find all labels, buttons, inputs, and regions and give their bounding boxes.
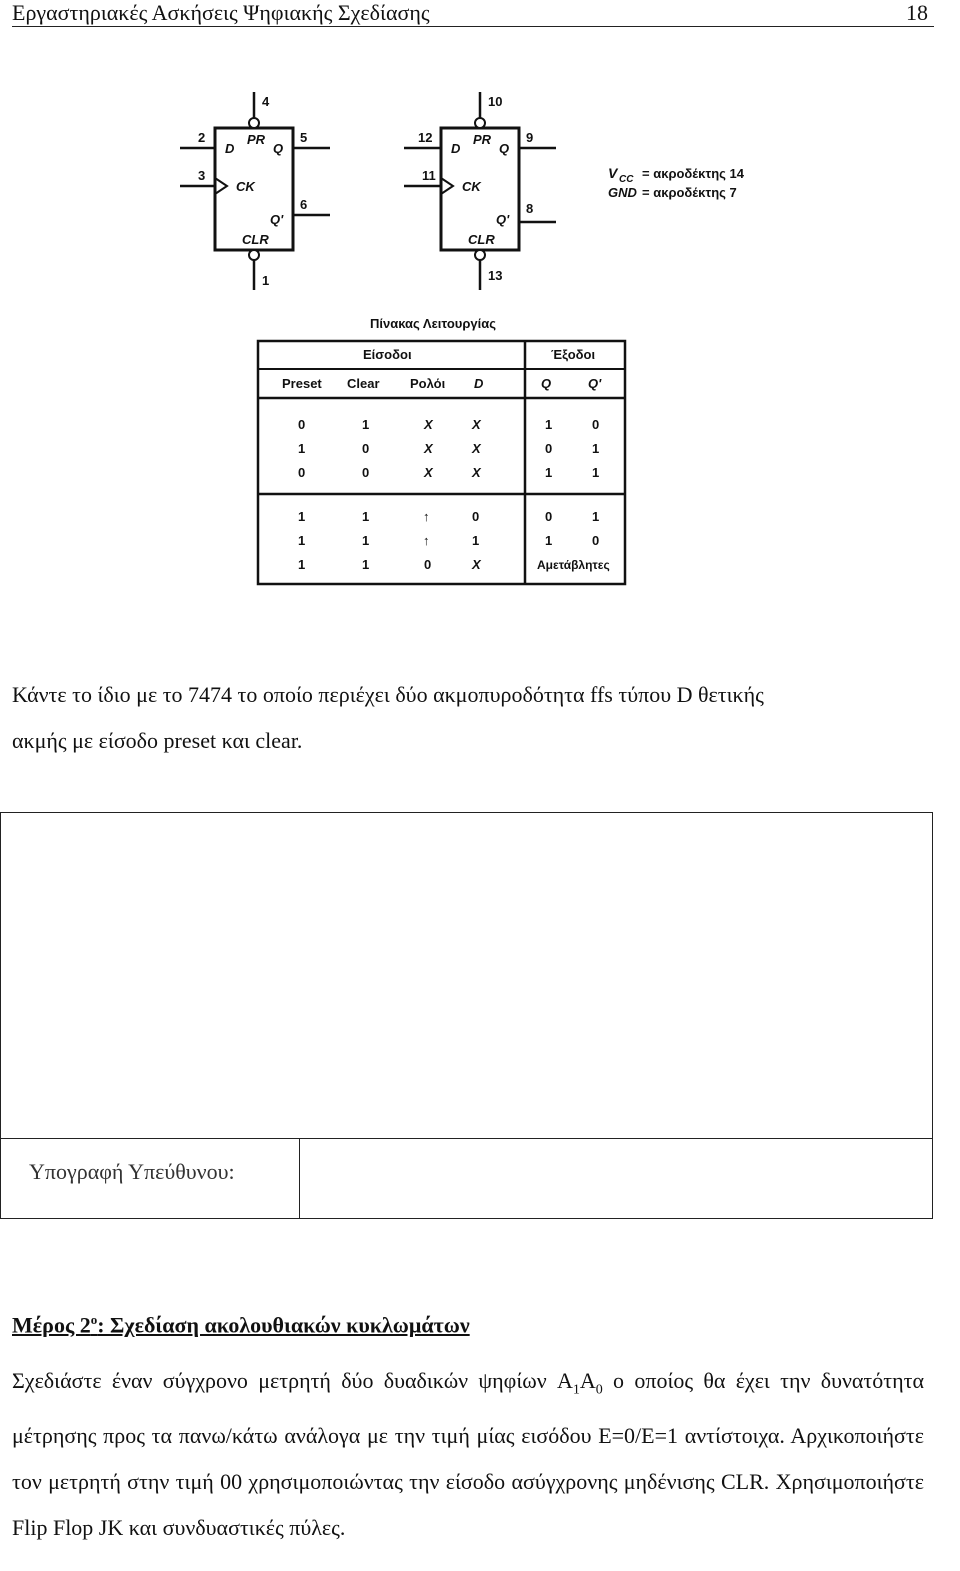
heading-superscript: ο bbox=[90, 1312, 98, 1327]
signature-label: Υπογραφή Υπεύθυνου: bbox=[29, 1159, 235, 1184]
signature-field[interactable] bbox=[299, 1139, 932, 1218]
ff1-pr-pin: 4 bbox=[262, 94, 270, 109]
ff2-clr-label: CLR bbox=[468, 232, 495, 247]
cell: Αμετάβλητες bbox=[537, 558, 610, 572]
col-q: Q bbox=[541, 376, 552, 391]
table-row bbox=[298, 533, 599, 548]
cell: X bbox=[424, 417, 433, 432]
cell: 0 bbox=[298, 417, 306, 432]
cell: 0 bbox=[298, 465, 306, 480]
col-d: D bbox=[474, 376, 484, 391]
subscript: 0 bbox=[595, 1382, 603, 1398]
ff1-d-pin: 2 bbox=[198, 130, 206, 145]
ff2-q-label: Q bbox=[499, 141, 510, 156]
gnd-text: = ακροδέκτης 7 bbox=[642, 185, 737, 200]
header-title: Εργαστηριακές Ασκήσεις Ψηφιακής Σχεδίασης bbox=[12, 0, 430, 25]
cell: 0 bbox=[592, 417, 600, 432]
paragraph-1-line-1: Κάντε το ίδιο με το 7474 το οποίο περιέχει δύο ακμοπυροδότητα ffs τύπου D θετικής bbox=[12, 682, 764, 707]
cell: 1 bbox=[362, 417, 370, 432]
cell: 1 bbox=[592, 465, 600, 480]
table-row bbox=[298, 557, 610, 572]
table-title: Πίνακας Λειτουργίας bbox=[370, 316, 496, 331]
table-column-headers bbox=[282, 376, 602, 391]
ff2-pr-pin: 10 bbox=[488, 94, 503, 109]
flipflop-1 bbox=[180, 92, 330, 290]
answer-box bbox=[0, 812, 933, 1219]
cell: 0 bbox=[362, 441, 370, 456]
cell: 1 bbox=[298, 533, 306, 548]
cell: X bbox=[472, 417, 481, 432]
paragraph-1 bbox=[12, 672, 924, 764]
col-preset: Preset bbox=[282, 376, 322, 391]
text-part: A bbox=[579, 1368, 596, 1393]
section-2-heading bbox=[12, 1312, 470, 1338]
cell: ↑ bbox=[423, 509, 430, 524]
col-clear: Clear bbox=[347, 376, 380, 391]
ff1-d-label: D bbox=[225, 141, 235, 156]
subscript: 1 bbox=[572, 1382, 580, 1398]
cell: 1 bbox=[362, 533, 370, 548]
function-table bbox=[258, 316, 625, 584]
cell: 1 bbox=[298, 441, 306, 456]
vcc-subscript: CC bbox=[619, 174, 634, 185]
ff2-clr-pin: 13 bbox=[488, 268, 503, 283]
ff1-qn-pin: 6 bbox=[300, 197, 308, 212]
cell: 0 bbox=[424, 557, 432, 572]
table-row bbox=[298, 465, 599, 480]
cell: 0 bbox=[592, 533, 600, 548]
signature-row bbox=[1, 1138, 932, 1218]
flipflop-2 bbox=[404, 92, 556, 290]
ff2-ck-label: CK bbox=[462, 179, 481, 194]
section-2-text bbox=[12, 1358, 924, 1551]
cell: 1 bbox=[362, 557, 370, 572]
cell: 1 bbox=[592, 441, 600, 456]
cell: X bbox=[472, 441, 481, 456]
col-clock: Ρολόι bbox=[410, 376, 446, 391]
ff1-q-pin: 5 bbox=[300, 130, 308, 145]
cell: 1 bbox=[545, 465, 553, 480]
cell: X bbox=[424, 441, 433, 456]
ff1-ck-label: CK bbox=[236, 179, 255, 194]
power-legend bbox=[608, 165, 745, 200]
gnd-label: GND bbox=[608, 185, 637, 200]
ff1-pr-label: PR bbox=[247, 132, 266, 147]
ff2-qn-pin: 8 bbox=[526, 201, 534, 216]
cell: 0 bbox=[362, 465, 370, 480]
ff2-d-label: D bbox=[451, 141, 461, 156]
paragraph-1-line-2: ακμής με είσοδο preset και clear. bbox=[12, 728, 303, 753]
cell: 1 bbox=[592, 509, 600, 524]
page-number: 18 bbox=[906, 0, 928, 25]
cell: 1 bbox=[545, 533, 553, 548]
ff1-q-label: Q bbox=[273, 141, 284, 156]
cell: 0 bbox=[545, 509, 553, 524]
table-row bbox=[298, 509, 599, 524]
heading-part: Μέρος 2 bbox=[12, 1312, 91, 1338]
ff2-q-pin: 9 bbox=[526, 130, 534, 145]
ff2-ck-pin: 11 bbox=[422, 168, 436, 183]
ff2-d-pin: 12 bbox=[418, 130, 433, 145]
cell: X bbox=[424, 465, 433, 480]
cell: 1 bbox=[298, 557, 306, 572]
text-part: Σχεδιάστε έναν σύγχρονο μετρητή δύο δυαδικών ψηφίων A bbox=[12, 1368, 573, 1393]
col-qn: Q' bbox=[588, 376, 602, 391]
vcc-label: V bbox=[608, 165, 618, 181]
vcc-text: = ακροδέκτης 14 bbox=[642, 166, 745, 181]
ff2-qn-label: Q' bbox=[496, 212, 510, 227]
cell: 0 bbox=[472, 509, 480, 524]
ff1-ck-pin: 3 bbox=[198, 168, 206, 183]
cell: 1 bbox=[298, 509, 306, 524]
cell: 1 bbox=[362, 509, 370, 524]
ff1-clr-pin: 1 bbox=[262, 273, 270, 288]
table-row bbox=[298, 441, 599, 456]
ff1-qn-label: Q' bbox=[270, 212, 284, 227]
outputs-header: Έξοδοι bbox=[551, 347, 596, 362]
cell: 1 bbox=[545, 417, 553, 432]
text-part: ο οποίος θα έχει την δυνατότητα μέτρησης προς τα πανω/κάτω ανάλογα με την τιμή μίας εισόδου E=0/E=1 αντίστοιχα. Αρχικοποιήστε τον μετρητή στην τιμή 00 χρησιμοποιώντας την είσοδο ασύγχρονης μηδένισης CLR. Χρησιμοποιήστε Flip Flop JK και συνδυαστικές πύλες. bbox=[12, 1368, 924, 1541]
cell: X bbox=[472, 557, 481, 572]
cell: ↑ bbox=[423, 533, 430, 548]
ff2-pr-label: PR bbox=[473, 132, 492, 147]
inputs-header: Είσοδοι bbox=[363, 347, 412, 362]
ff1-clr-label: CLR bbox=[242, 232, 269, 247]
table-row bbox=[298, 417, 599, 432]
cell: 0 bbox=[545, 441, 553, 456]
dflipflop-diagram bbox=[0, 0, 960, 640]
cell: 1 bbox=[472, 533, 480, 548]
cell: X bbox=[472, 465, 481, 480]
heading-part: : Σχεδίαση ακολουθιακών κυκλωμάτων bbox=[97, 1312, 470, 1338]
